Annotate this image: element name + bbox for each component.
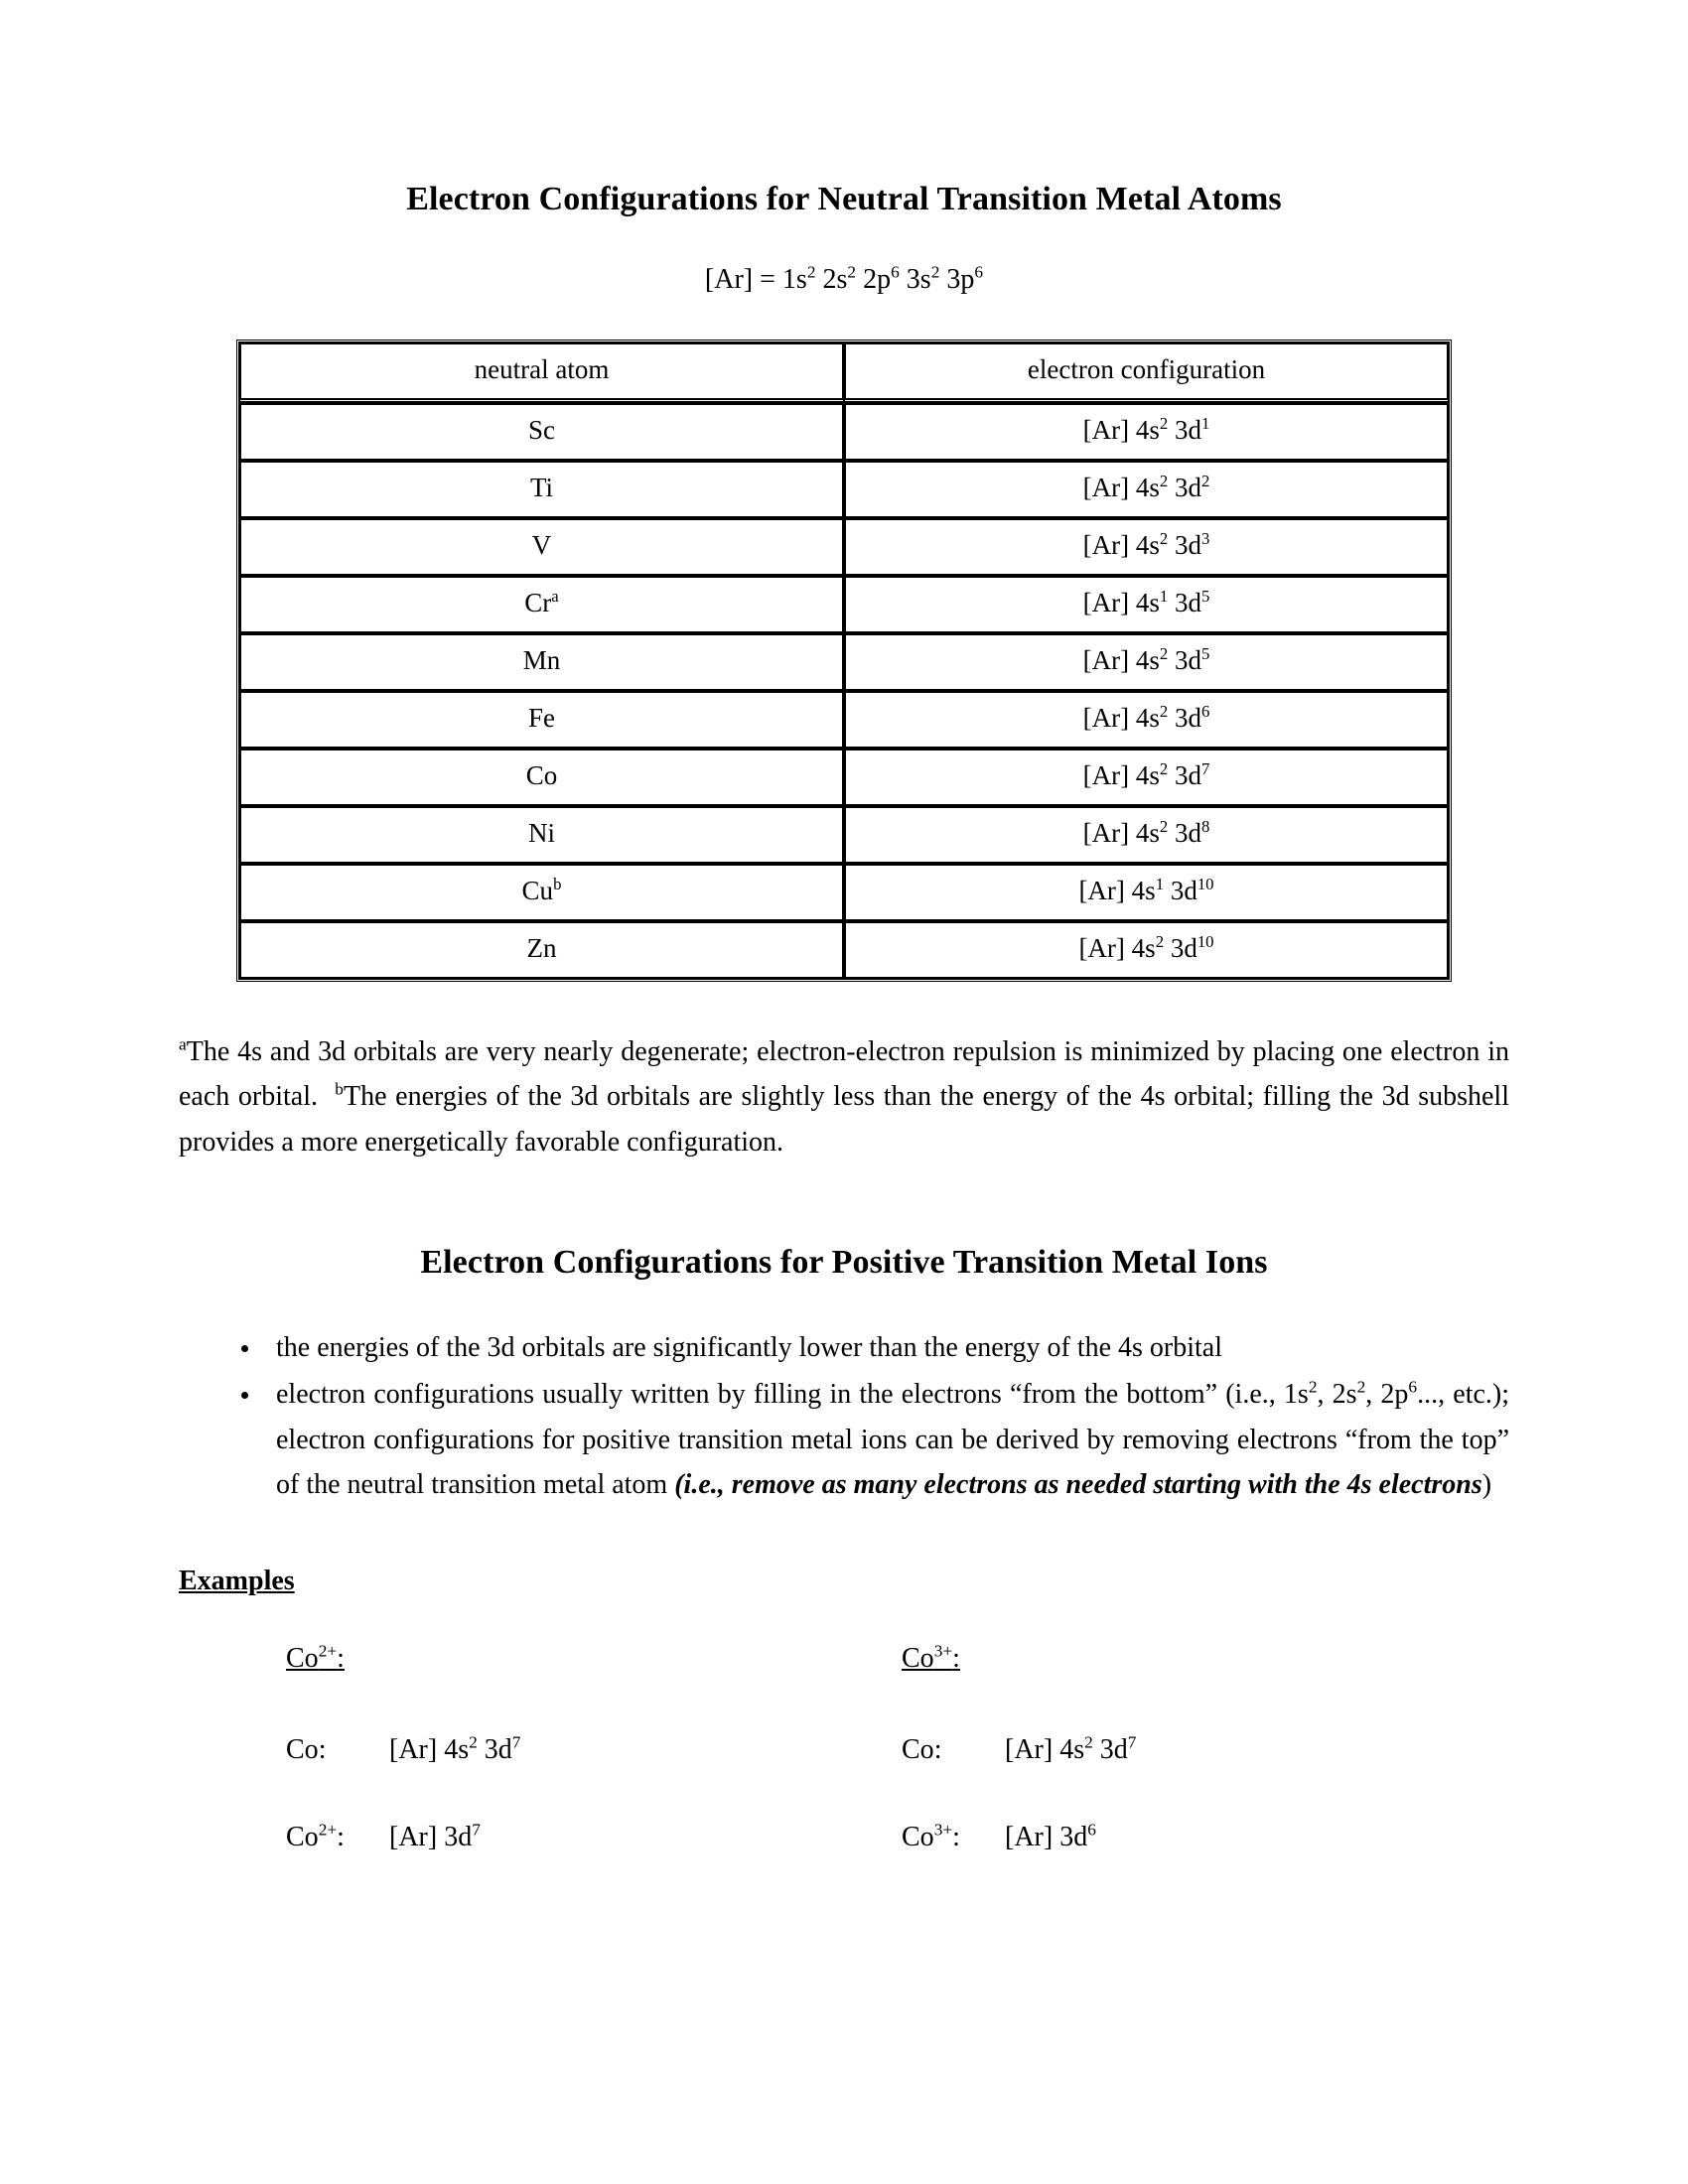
footnotes-paragraph: [179, 1029, 1509, 1164]
config-d-superscript: 6: [1201, 701, 1210, 721]
example-row-label: [902, 1734, 1005, 1766]
bullet2-emphasis: (i.e., remove as many electrons as needed starting with the 4s electrons: [674, 1469, 1482, 1501]
cell-electron-configuration: [844, 403, 1449, 461]
examples-heading: Examples: [179, 1565, 295, 1596]
example-ion-heading: [902, 1643, 960, 1675]
argon-term-2s: [823, 264, 857, 295]
config-s-base: 4s: [1135, 529, 1160, 560]
table-body: [239, 403, 1449, 979]
argon-term-superscript: 2: [806, 262, 816, 282]
example-ion-charge: 2+: [318, 1641, 338, 1661]
config-s-superscript: 2: [1159, 471, 1169, 490]
config-d-base: 3d: [1168, 817, 1201, 848]
config-core: [Ar]: [1082, 759, 1136, 790]
example-ion-symbol: Co: [902, 1642, 934, 1674]
bullet2-part1: electron configurations usually written by filling in the electrons “from the bottom” (i.e.,: [276, 1379, 1284, 1411]
bullet2-sep1: ,: [1317, 1379, 1333, 1411]
config-s-base: 4s: [1135, 759, 1160, 790]
table-row: [239, 691, 1449, 749]
cell-neutral-atom: [239, 864, 844, 921]
atom-symbol: Zn: [526, 932, 557, 963]
cell-neutral-atom: [239, 461, 844, 518]
example-heading-wrap: [286, 1643, 902, 1734]
table-row: [239, 749, 1449, 806]
config-d-base: 3d: [1168, 702, 1201, 733]
config-d-superscript: 7: [1201, 758, 1210, 778]
example-config-d-superscript: 7: [1127, 1732, 1137, 1752]
atom-symbol: Mn: [522, 644, 561, 675]
config-core: [Ar]: [1082, 587, 1136, 617]
example-row-1: [902, 1734, 1509, 1766]
example-config-core: [Ar]: [389, 1733, 445, 1765]
example-row-label: [902, 1822, 1005, 1853]
example-row-label: [286, 1734, 389, 1766]
config-s-base: 4s: [1135, 472, 1160, 502]
cell-electron-configuration: [844, 633, 1449, 691]
example-config-d-base: 3d: [1092, 1733, 1128, 1765]
config-core: [Ar]: [1082, 472, 1136, 502]
neutral-title-block: [179, 0, 1509, 218]
bullet2-2s-superscript: 2: [1356, 1378, 1366, 1398]
cell-neutral-atom: [239, 518, 844, 576]
config-s-base: 4s: [1135, 702, 1160, 733]
example-config-s-superscript: 2: [1084, 1732, 1093, 1752]
config-d-base: 3d: [1168, 472, 1201, 502]
config-s-superscript: 1: [1155, 874, 1165, 893]
atom-symbol: Sc: [528, 414, 555, 445]
config-core: [Ar]: [1082, 644, 1136, 675]
bullet2-sep2: ,: [1365, 1379, 1381, 1411]
example-config-d-superscript: 7: [511, 1732, 521, 1752]
cell-electron-configuration: [844, 864, 1449, 921]
example-config-s-base: 4s: [1059, 1733, 1085, 1765]
config-s-base: 4s: [1131, 932, 1156, 963]
example-row-configuration: [1005, 1734, 1136, 1766]
footnote-marker-b: b: [335, 1080, 344, 1100]
config-s-superscript: 1: [1159, 586, 1169, 606]
atom-symbol: Ti: [529, 472, 554, 502]
config-d-base: 3d: [1168, 759, 1201, 790]
config-s-base: 4s: [1135, 587, 1160, 617]
config-s-base: 4s: [1131, 875, 1156, 905]
cell-neutral-atom: [239, 921, 844, 979]
atom-symbol: Cu: [521, 875, 554, 905]
example-row-colon: :: [952, 1821, 960, 1852]
argon-core-label: [Ar] =: [704, 264, 782, 295]
atom-symbol: Ni: [528, 817, 555, 848]
example-config-core: [Ar]: [389, 1821, 445, 1852]
cell-electron-configuration: [844, 461, 1449, 518]
example-config-d-base: 3d: [1059, 1821, 1088, 1852]
table-head: [239, 342, 1449, 403]
example-row-colon: :: [318, 1733, 327, 1765]
table-row: [239, 921, 1449, 979]
example-row-symbol: Co: [902, 1821, 934, 1852]
config-d-base: 3d: [1168, 587, 1201, 617]
argon-core-terms: [782, 264, 983, 295]
ions-title-block: [179, 1192, 1509, 1282]
ions-bullet-list: [179, 1325, 1509, 1507]
table-row: [239, 633, 1449, 691]
examples-grid: [179, 1643, 1509, 1909]
example-ion-colon: :: [337, 1642, 345, 1674]
cell-neutral-atom: [239, 576, 844, 633]
bullet2-part2: ..., etc.); electron configurations for positive transition metal ions can be derived by removing electrons “from the top” of the neutral transition metal atom: [276, 1379, 1509, 1501]
example-config-core: [Ar]: [1005, 1733, 1060, 1765]
config-s-superscript: 2: [1159, 413, 1169, 433]
example-row-configuration: [1005, 1822, 1096, 1853]
config-d-superscript: 2: [1201, 471, 1210, 490]
cell-neutral-atom: [239, 749, 844, 806]
config-d-base: 3d: [1164, 932, 1197, 963]
page-title-ions: Electron Configurations for Positive Transition Metal Ions: [420, 1244, 1268, 1282]
example-column-1: [286, 1643, 902, 1909]
example-config-core: [Ar]: [1005, 1821, 1060, 1852]
example-config-s-superscript: 2: [469, 1732, 478, 1752]
example-ion-symbol: Co: [286, 1642, 319, 1674]
atom-footnote-marker: a: [551, 586, 559, 606]
config-core: [Ar]: [1078, 932, 1132, 963]
example-row-colon: :: [933, 1733, 942, 1765]
table-row: [239, 806, 1449, 864]
example-config-s-base: 4s: [444, 1733, 470, 1765]
cell-neutral-atom: [239, 691, 844, 749]
example-ion-colon: :: [952, 1642, 960, 1674]
atom-symbol: V: [531, 529, 552, 560]
example-config-d-superscript: 6: [1087, 1820, 1096, 1840]
argon-term-base: 2s: [822, 264, 848, 295]
table-row: [239, 403, 1449, 461]
bullet2-2p-superscript: 6: [1408, 1378, 1418, 1398]
column-header-neutral-atom: neutral atom: [239, 342, 844, 403]
bullet2-1s: 1s: [1283, 1379, 1309, 1411]
argon-term-base: 2p: [863, 264, 892, 295]
config-s-superscript: 2: [1155, 931, 1165, 951]
cell-electron-configuration: [844, 576, 1449, 633]
config-s-base: 4s: [1135, 414, 1160, 445]
config-d-base: 3d: [1168, 644, 1201, 675]
config-d-superscript: 3: [1201, 528, 1210, 548]
atom-symbol: Fe: [528, 702, 555, 733]
config-s-superscript: 2: [1159, 643, 1169, 663]
config-core: [Ar]: [1082, 817, 1136, 848]
example-row-1: [286, 1734, 902, 1766]
column-header-electron-configuration: electron configuration: [844, 342, 1449, 403]
argon-term-3s: [907, 264, 940, 295]
cell-neutral-atom: [239, 403, 844, 461]
neutral-atom-configurations-table: [236, 340, 1452, 982]
cell-electron-configuration: [844, 749, 1449, 806]
table-header-row: [239, 342, 1449, 403]
cell-electron-configuration: [844, 691, 1449, 749]
list-item-configurations: [262, 1372, 1509, 1507]
config-s-base: 4s: [1135, 644, 1160, 675]
footnote-text-a: The 4s and 3d orbitals are very nearly degenerate; electron-electron repulsion is minimized by placing one electron in each orbital.: [179, 1036, 1509, 1113]
example-config-d-superscript: 7: [472, 1820, 481, 1840]
argon-term-superscript: 6: [974, 262, 984, 282]
argon-term-superscript: 2: [930, 262, 940, 282]
example-row-symbol: Co: [902, 1733, 934, 1765]
atom-footnote-marker: b: [553, 874, 562, 893]
example-heading-wrap: [902, 1643, 1509, 1734]
config-d-base: 3d: [1164, 875, 1197, 905]
config-d-superscript: 10: [1196, 931, 1214, 951]
config-s-superscript: 2: [1159, 701, 1169, 721]
example-ion-charge: 3+: [933, 1641, 953, 1661]
config-s-superscript: 2: [1159, 816, 1169, 836]
config-d-superscript: 8: [1201, 816, 1210, 836]
list-item-energies: • the energies of the 3d orbitals are significantly lower than the energy of the 4s orbital: [262, 1325, 1509, 1370]
example-row-configuration: [389, 1734, 520, 1766]
argon-term-base: 3p: [946, 264, 975, 295]
table-row: [239, 518, 1449, 576]
configurations-table-wrap: [179, 340, 1509, 982]
bullet2-2p: 2p: [1380, 1379, 1409, 1411]
cell-electron-configuration: [844, 921, 1449, 979]
example-ion-heading: [286, 1643, 345, 1675]
table-row: [239, 864, 1449, 921]
argon-term-superscript: 6: [891, 262, 900, 282]
cell-neutral-atom: [239, 633, 844, 691]
example-row-charge: 3+: [933, 1820, 953, 1840]
config-s-base: 4s: [1135, 817, 1160, 848]
cell-neutral-atom: [239, 806, 844, 864]
config-s-superscript: 2: [1159, 528, 1169, 548]
bullet2-close-paren: ): [1481, 1469, 1492, 1501]
argon-term-1s: [782, 264, 816, 295]
example-config-d-base: 3d: [477, 1733, 512, 1765]
example-config-d-base: 3d: [444, 1821, 473, 1852]
config-core: [Ar]: [1082, 702, 1136, 733]
config-d-superscript: 10: [1196, 874, 1214, 893]
config-core: [Ar]: [1078, 875, 1132, 905]
example-row-configuration: [389, 1822, 481, 1853]
example-row-colon: :: [337, 1821, 345, 1852]
atom-symbol: Co: [525, 759, 558, 790]
config-d-base: 3d: [1168, 529, 1201, 560]
cell-electron-configuration: [844, 806, 1449, 864]
argon-term-base: 1s: [781, 264, 807, 295]
config-s-superscript: 2: [1159, 758, 1169, 778]
config-d-superscript: 5: [1201, 586, 1210, 606]
bullet2-2s: 2s: [1332, 1379, 1357, 1411]
example-row-charge: 2+: [318, 1820, 338, 1840]
cell-electron-configuration: [844, 518, 1449, 576]
argon-term-superscript: 2: [847, 262, 857, 282]
footnote-marker-a: a: [179, 1034, 187, 1054]
argon-term-base: 3s: [906, 264, 931, 295]
example-row-2: [902, 1822, 1509, 1853]
example-row-2: [286, 1822, 902, 1853]
table-row: [239, 461, 1449, 518]
argon-core-definition: [179, 264, 1509, 296]
footnote-text-b: The energies of the 3d orbitals are slightly less than the energy of the 4s orbital; filling the 3d subshell provides a more energetically favorable configuration.: [179, 1081, 1509, 1158]
example-row-symbol: Co: [286, 1821, 319, 1852]
atom-symbol: Cr: [524, 587, 552, 617]
argon-term-2p: [863, 264, 900, 295]
argon-term-3p: [946, 264, 983, 295]
example-column-2: [902, 1643, 1509, 1909]
bullet2-1s-superscript: 2: [1308, 1378, 1318, 1398]
page-title-neutral: Electron Configurations for Neutral Transition Metal Atoms: [406, 181, 1282, 217]
config-d-base: 3d: [1168, 414, 1201, 445]
table-row: [239, 576, 1449, 633]
config-core: [Ar]: [1082, 414, 1136, 445]
config-d-superscript: 5: [1201, 643, 1210, 663]
config-core: [Ar]: [1082, 529, 1136, 560]
example-row-symbol: Co: [286, 1733, 319, 1765]
example-row-label: [286, 1822, 389, 1853]
config-d-superscript: 1: [1201, 413, 1210, 433]
